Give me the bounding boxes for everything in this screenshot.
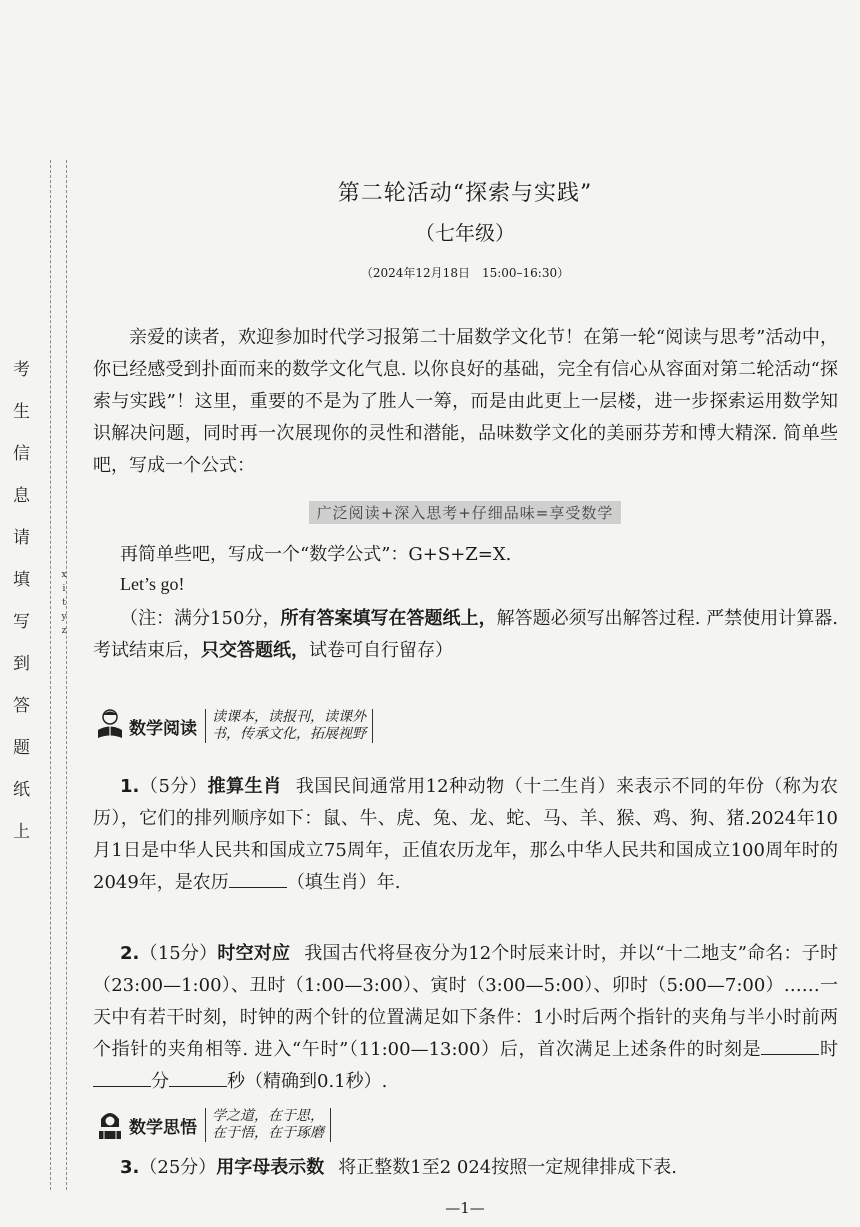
answer-blank [93,1066,151,1087]
question-text: 将正整数1至2 024按照一定规律排成下表. [338,1157,677,1178]
question-name: 推算生肖 [207,776,282,797]
margin-mark: y [61,612,67,622]
question-text: 秒（精确到0.1秒）. [227,1071,388,1092]
question-2 [93,938,838,1098]
margin-mark: x [61,570,67,580]
math-formula-line: 再简单些吧，写成一个“数学公式”：G+S+Z=X. [120,544,512,565]
margin-mark: z [61,626,67,636]
answer-blank [169,1066,227,1087]
question-number: 3. [120,1157,140,1178]
exam-datetime: （2024年12月18日 15:00–16:30） [360,266,570,280]
question-text: 我国古代将昼夜分为12个时辰来计时，并以“十二地支”命名：子时（23:00—1:00）、丑时（1:00—3:00）、寅时（3:00—5:00）、卯时（5:00—7:00）……一天中有若干时刻，时钟的两个针的位置满足如下条件：1小时后两个指针的夹角与半小时前两个指针的夹角相等. 进入“午时”（11:00—13:00）后，首次满足上述条件的时刻是 [93,943,839,1060]
answer-blank [761,1034,819,1055]
note-text: 试卷可自行留存） [309,640,453,661]
margin-marks [58,568,70,638]
question-points: （15分） [139,943,218,964]
motto-line: 书，传承文化，拓展视野 [212,726,366,742]
thinking-student-icon [95,1107,125,1143]
exam-notes [93,603,838,667]
section-motto [205,709,373,743]
question-name: 时空对应 [217,943,291,964]
intro-paragraph: 亲爱的读者，欢迎参加时代学习报第二十届数学文化节！在第一轮“阅读与思考”活动中，你已经感受到扑面而来的数学文化气息. 以你良好的基础，完全有信心从容面对第二轮活动“探索与实践”！这里，重要的不是为了胜人一筹，而是由此更上一层楼，进一步探索运用数学知识解决问题，同时再一次展现你的灵性和潜能，品味数学文化的美丽芬芳和博大精深. 简单些吧，写成一个公式： [93,327,838,476]
motto-line: 学之道，在于思， [212,1108,324,1124]
question-number: 2. [120,943,140,964]
formula-banner: 广泛阅读+深入思考+仔细品味=享受数学 [309,501,622,524]
section-header-thinking [95,1107,331,1143]
margin-mark: t [62,598,66,608]
question-text: （填生肖）年. [286,872,401,893]
page-title: 第二轮活动“探索与实践” [337,181,593,206]
page-number: —1— [445,1199,485,1217]
section-header-reading [95,708,373,744]
note-emphasis: 只交答题纸， [201,640,309,661]
note-text: （注：满分150分， [120,608,281,629]
lets-go-line: Let’s go! [120,574,185,594]
motto-line: 读课本，读报刊，读课外 [212,709,366,725]
question-name: 用字母表示数 [216,1157,325,1178]
question-points: （25分） [139,1157,217,1178]
answer-blank [229,867,287,888]
motto-line: 在于悟，在于琢磨 [212,1125,324,1141]
question-points: （5分） [139,776,208,797]
margin-mark: i [62,584,66,594]
section-motto [205,1108,331,1142]
binding-margin-note: 考生信息请填写到答题纸上 [9,360,29,864]
note-emphasis: 所有答案填写在答题纸上， [280,608,497,629]
reading-student-icon [95,708,125,744]
unit-label: 时 [819,1039,839,1060]
cut-line [50,160,51,1190]
section-title: 数学思悟 [129,1117,197,1138]
section-title: 数学阅读 [129,718,197,739]
question-3 [93,1152,838,1184]
question-text: 我国民间通常用12种动物（十二生肖）来表示不同的年份（称为农历），它们的排列顺序如下：鼠、牛、虎、兔、龙、蛇、马、羊、猴、鸡、狗、猪.2024年10月1日是中华人民共和国成立75周年，正值农历龙年，那么中华人民共和国成立100周年时的2049年，是农历 [93,776,839,893]
cut-line [66,160,67,1190]
note-text: 解答题必须写出解答过程. 严禁使用计算器. 考试结束后， [93,608,839,661]
grade-label: （七年级） [415,221,515,245]
unit-label: 分 [151,1071,169,1092]
question-number: 1. [120,776,140,797]
question-1 [93,771,838,899]
